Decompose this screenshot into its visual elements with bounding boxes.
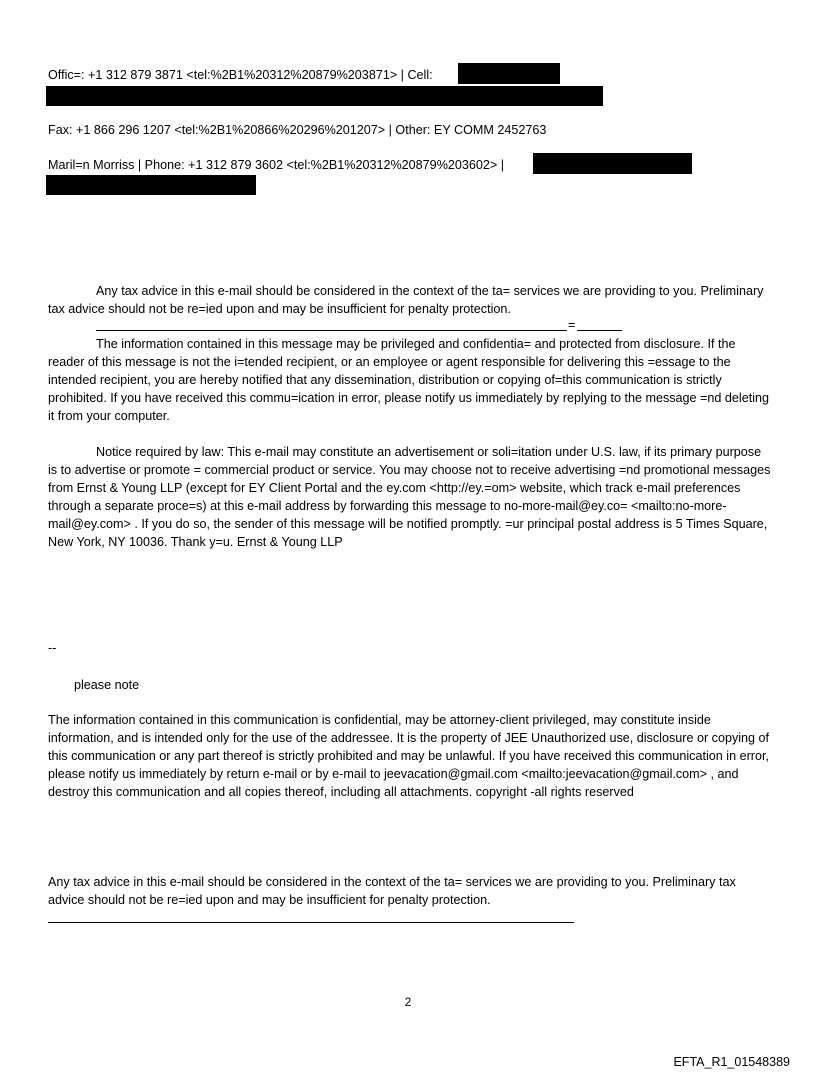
ey-confidentiality-paragraph — [48, 335, 772, 425]
jee-disclaimer-paragraph — [48, 711, 772, 801]
footer-tax-advice-paragraph — [48, 873, 772, 909]
bates-number: EFTA_R1_01548389 — [673, 1055, 790, 1069]
fax-line: Fax: +1 866 296 1207 <tel:%2B1%20866%20296%201207> | Other: EY COMM 2452763 — [48, 123, 547, 137]
footer-rule — [48, 922, 574, 923]
ey-tax-advice-text: Any tax advice in this e-mail should be considered in the context of the ta= services we are providing to you. Preliminary tax advice should not be re=ied upon and may be insufficient for penalty protection. — [48, 284, 764, 316]
page-number: 2 — [404, 995, 412, 1009]
redaction-bar — [46, 175, 256, 195]
ey-notice-text: Notice required by law: This e-mail may constitute an advertisement or soli=itation under U.S. law, if its primary purpose is to advertise or promote = commercial product or service. You may choose not to receive advertising =nd promotional messages from Ernst & Young LLP (except for EY Client Portal and the ey.com <http://ey.=om> website, which track e-mail preferences through a separate proce=s) at this e-mail address by forwarding this message to no-more-mail@ey.co= <mailto:no-more-mail@ey.com> . If you do so, the sender of this message will be notified promptly. =ur principal postal address is 5 Times Square, New York, NY 10036. Thank y=u. Ernst & Young LLP — [48, 445, 771, 549]
separator-rule-tail — [577, 330, 622, 331]
assistant-phone-line: Maril=n Morriss | Phone: +1 312 879 3602 <tel:%2B1%20312%20879%203602> | — [48, 158, 505, 172]
ey-notice-paragraph — [48, 443, 772, 551]
redaction-bar — [46, 86, 603, 106]
separator-tail-char: = — [568, 318, 576, 332]
jee-disclaimer-text: The information contained in this communication is confidential, may be attorney-client privileged, may constitute inside information, and is intended only for the use of the addressee. It is the property of JEE Unauthorized use, disclosure or copying of this communication or any part thereof is strictly prohibited and may be unlawful. If you have received this communication in error, please notify us immediately by return e-mail or by e-mail to jeevacation@gmail.com <mailto:jeevacation@gmail.com> , and destroy this communication and all copies thereof, including all attachments. copyright -all rights reserved — [48, 713, 770, 799]
redaction-assistant-contact — [533, 153, 692, 174]
ey-confidentiality-text: The information contained in this message may be privileged and confidentia= and protected from disclosure. If the reader of this message is not the i=tended recipient, or an employee or agent responsible for delivering this =essage to the intended recipient, you are hereby notified that any dissemination, distribution or copying of=this communication is strictly prohibited. If you have received this commu=ication in error, please notify us immediately by replying to the message =nd deleting it from your computer. — [48, 337, 770, 423]
office-phone-line: Offic=: +1 312 879 3871 <tel:%2B1%20312%20879%203871> | Cell: — [48, 68, 433, 82]
please-note-text: please note — [74, 678, 140, 692]
separator-rule — [96, 330, 567, 331]
footer-tax-advice-text: Any tax advice in this e-mail should be considered in the context of the ta= services we are providing to you. Preliminary tax advice should not be re=ied upon and may be insufficient for penalty protection. — [48, 875, 736, 907]
signature-dashes: -- — [48, 641, 57, 655]
ey-tax-advice-paragraph — [48, 282, 772, 318]
redaction-cell-number — [458, 63, 560, 84]
